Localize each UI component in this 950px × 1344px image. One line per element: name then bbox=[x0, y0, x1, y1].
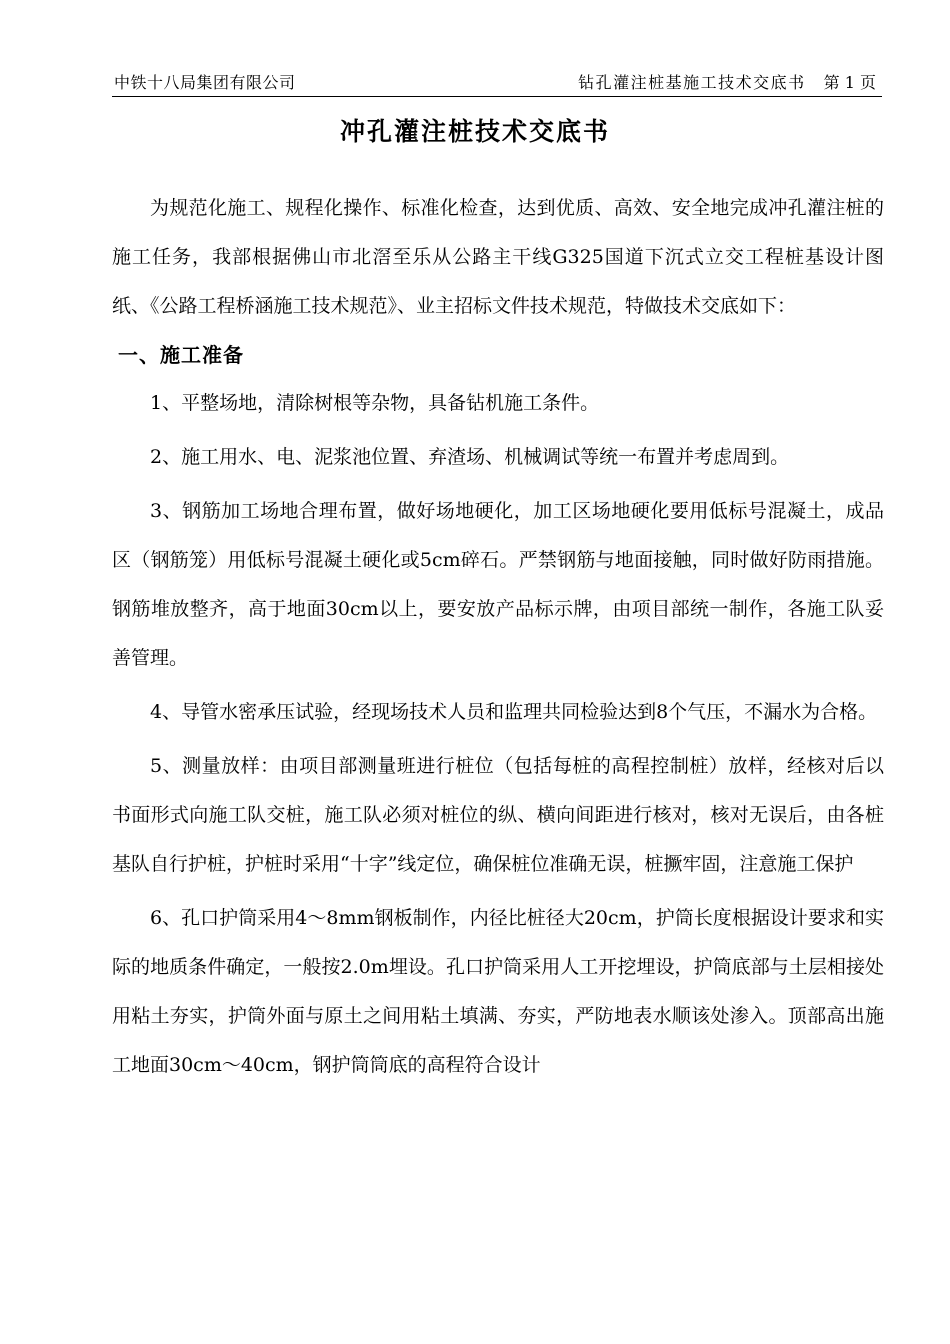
company-name: 中铁十八局集团有限公司 bbox=[114, 73, 296, 92]
page-header bbox=[112, 66, 882, 97]
page-number: 第 1 页 bbox=[823, 73, 876, 92]
section-heading: 一、施工准备 bbox=[118, 343, 244, 367]
header-doc-name: 钻孔灌注桩基施工技术交底书 bbox=[578, 73, 806, 92]
header-doc-info bbox=[578, 70, 876, 93]
list-item-2: 2、施工用水、电、泥浆池位置、弃渣场、机械调试等统一布置并考虑周到。 bbox=[150, 446, 790, 468]
list-item-3: 3、钢筋加工场地合理布置，做好场地硬化，加工区场地硬化要用低标号混凝土，成品区（钢筋笼）用低标号混凝土硬化或5cm碎石。严禁钢筋与地面接触，同时做好防雨措施。钢筋堆放整齐，高于地面30cm以上，要安放产品标示牌，由项目部统一制作，各施工队妥善管理。 bbox=[112, 500, 884, 669]
list-item-1: 1、平整场地，清除树根等杂物，具备钻机施工条件。 bbox=[150, 392, 600, 414]
document-title: 冲孔灌注桩技术交底书 bbox=[339, 117, 610, 146]
list-item-6: 6、孔口护筒采用4～8mm钢板制作，内径比桩径大20cm，护筒长度根据设计要求和实际的地质条件确定，一般按2.0m埋设。孔口护筒采用人工开挖埋设，护筒底部与土层相接处用粘土夯实，护筒外面与原土之间用粘土填满、夯实，严防地表水顺该处渗入。顶部高出施工地面30cm～40cm，钢护筒筒底的高程符合设计 bbox=[112, 907, 884, 1076]
list-item-5: 5、测量放样：由项目部测量班进行桩位（包括每桩的高程控制桩）放样，经核对后以书面形式向施工队交桩，施工队必须对桩位的纵、横向间距进行核对，核对无误后，由各桩基队自行护桩，护桩时采用“十字”线定位，确保桩位准确无误，桩撅牢固，注意施工保护 bbox=[112, 755, 884, 875]
list-item-4: 4、导管水密承压试验，经现场技术人员和监理共同检验达到8个气压，不漏水为合格。 bbox=[150, 701, 878, 723]
document-body bbox=[112, 184, 884, 1090]
intro-paragraph: 为规范化施工、规程化操作、标准化检查，达到优质、高效、安全地完成冲孔灌注桩的施工任务，我部根据佛山市北滘至乐从公路主干线G325国道下沉式立交工程桩基设计图纸、《公路工程桥涵施工技术规范》、业主招标文件技术规范，特做技术交底如下： bbox=[112, 197, 884, 317]
